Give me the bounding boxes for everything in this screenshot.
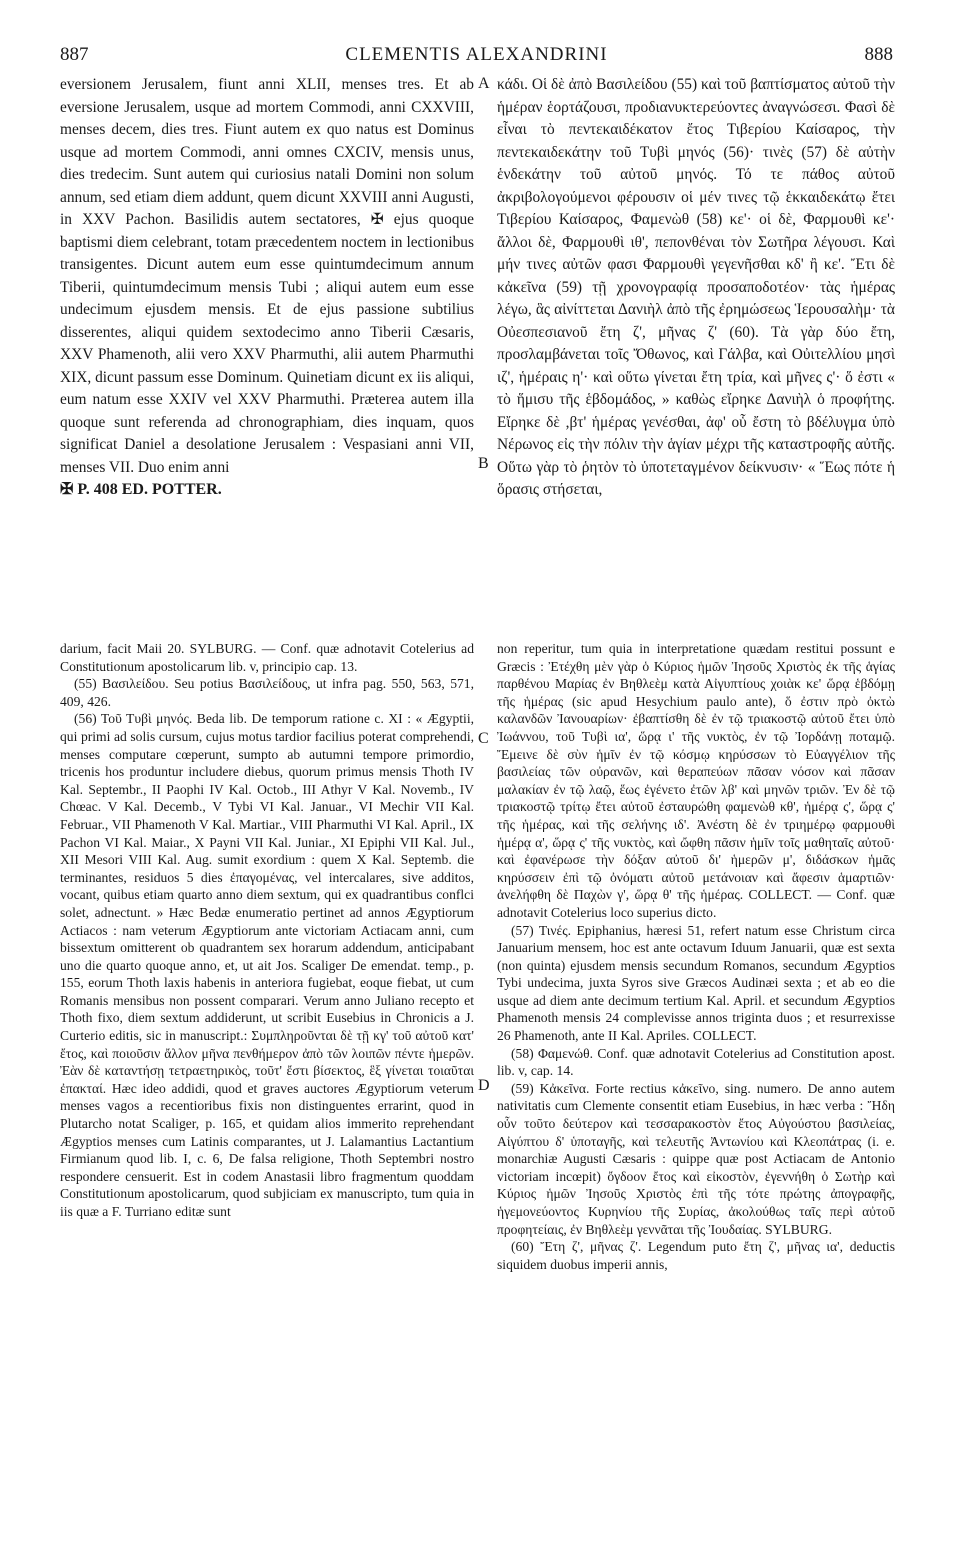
page-number-left: 887 bbox=[60, 44, 89, 65]
running-title: CLEMENTIS ALEXANDRINI bbox=[345, 44, 608, 65]
footnote-56: (56) Τοῦ Τυβὶ μηνός. Beda lib. De temporum ratione c. XI : « Ægyptii, qui primi ad solis cursum, cujus motus tardior facilius poterat comprehendi, menses computare cœperunt, sumpto ab autumni tempore primordio, tricenis hos produntur includere diebus, quorum primus mensis Thoth IV Kal. Septembr., II Paophi IV Kal. Octob., III Athyr V Kal. Novemb., IV Chœac. V Kal. Decemb., V Tybi VI Kal. Januar., VI Mechir VII Kal. Februar., VII Phamenoth V Kal. Martiar., VIII Pharmuthi VI Kal. April., IX Pachon VI Kal. Maiar., X Payni VII Kal. Junіar., XI Epiphi VII Kal. Jul., XII Mesori VIII Kal. Aug. sumit exordium : quem X Kal. Septemb. die terminantes, residuos 5 dies ἐπαγομένας, vel intercalares, sive additos, vocant, quibus etiam quarto anno diem sextum, qui ex quadrantibus conflci solet, adnectunt. » Hæc Bedæ enumeratio pertinet ad annos Ægyptiorum Actiacos : nam veterum Ægyptiorum ante victoriam Actiacam anni, cum bissextum omitterent ob quadrantem sex horarum addendum, anticipabant uno die quarto quoque anno, et, ut ait Jos. Scaliger De emendat. temp., p. 155, eorum Thoth laxis habenis in anteriora fugiebat, eoque fiebat, ut cum Romanis mensibus non possent comparari. Verum anno Juliano recepto et Thoth fixo, diem sextum addiderunt, ut scribit Eusebius in Chronicis a J. Curterio editis, sic in manuscript.: Συμπληροῦνται δὲ τῇ κγ' τοῦ αὐτοῦ κατ' ἔτος, καὶ ποιοῦσιν ἄλλον μῆνα πενθήμερον ἀπὸ τῶν λοιπῶν πέντε ἡμερῶν. Ἐὰν δὲ καταντήσῃ τετραετηρικὸς, τοῦτ' ἔστι βίσεκτος, ἓξ γίνεται τοιαῦται ἐπακταί. Hæc ideo addidi, quod et graves auctores Ægyptiorum veterum menses vagos a recentioribus fixis non distinguentes errarint, quod in Plutarcho notat Scaliger, p. 165, et quidam alios immerito reprehendant Ægyptios menses cum Latinis comparantes, ut J. Lalamantius Lactantium Firmianum quod lib. I, c. 6, De falsa religione, Thoth Septembri nostro respondere censuerit. Est in codem Anastasii libro fragmentum quoddam Constitutionum apostolicarum, quod subjiciam ex manuscripto, tum quia in iis quæ a F. Turriano editæ sunt bbox=[60, 711, 474, 1219]
footnote-continuation: darium, facit Maii 20. SYLBURG. — Conf. quæ adnotavit Cotelerius ad Constitutionum apostolicarum lib. v, principio cap. 13. bbox=[60, 641, 474, 674]
margin-letter-c: C bbox=[478, 730, 489, 747]
footnotes-right-column bbox=[497, 640, 895, 1532]
footnote-58: (58) Φαμενώθ. Conf. quæ adnotavit Cotelerius ad Constitution apost. lib. v, cap. 14. bbox=[497, 1045, 895, 1079]
margin-letter-a: A bbox=[478, 75, 490, 92]
edition-note: ✠ P. 408 ED. POTTER. bbox=[60, 481, 222, 498]
footnote-55: (55) Βασιλείδου. Seu potius Βασιλείδους, ut infra pag. 550, 563, 571, 409, 426. bbox=[60, 676, 474, 709]
running-header bbox=[60, 44, 893, 70]
margin-letter-b: B bbox=[478, 455, 489, 472]
footnotes-left-column bbox=[60, 640, 474, 1532]
latin-main-column bbox=[60, 74, 474, 636]
footnote-57: (57) Τινές. Epiphanius, hæresi 51, refert natum esse Christum circa Januarium mensem, hoc est ante octavum Iduum Januarii, quæ est sexta (non quinta) ejusdem mensis secundum Romanos, secundum Ægyptios Tybi undecima, juxta Syros sive Græcos Audinæi sexta ; et ab eo die usque ad diem ante decimum tertium Kal. April. et secundum Ægyptios Phamenoth mensis 24 complevisse annos triginta duos ; et resurrexisse 26 Phamenoth, ante II Kal. Apriles. COLLECT. bbox=[497, 922, 895, 1044]
footnote-continuation-right: non reperitur, tum quia in interpretatione quædam restitui possunt e Græcis : Ἐτέχθη μὲν γὰρ ὁ Κύριος ἡμῶν Ἰησοῦς Χριστὸς ἐκ τῆς ἁγίας παρθένου Μαρίας ἐν Βηθλεὲμ κατὰ Αἰγυπτίους χοιὰκ κε' ὥρᾳ ἑβδόμῃ τῆς ἡμέρας (sic apud Hesychium paulo ante), ὅ ἐστιν πρὸ ὀκτὼ καλανδῶν Ἰανουαρίων· ἐβαπτίσθη δὲ ἐν τῷ τριακοστῷ αὐτοῦ ἔτει ὑπὸ Ἰωάννου, τοῦ Τυβὶ ια', ὥρᾳ ι' τῆς νυκτὸς, ἐν τῷ Ἰορδάνῃ ποταμῷ. Ἔμεινε δὲ σὺν ἡμῖν ἐν τῷ κόσμῳ κηρύσσων τὸ Εὐαγγέλιον τῆς βασιλείας τῶν οὐρανῶν, καὶ θεραπεύων πᾶσαν νόσον καὶ πᾶσαν μαλακίαν ἐν τῷ λαῷ, ἕως ἐγένετο ἐτῶν λβ' καὶ μηνῶν τριῶν. Ἐν δὲ τῷ τριακοστῷ τρίτῳ ἔτει αὐτοῦ ἐσταυρώθη φαμενὼθ κθ', ἡμέρᾳ ς', ὥρᾳ ς' τῆς ἡμέρας, καὶ τῆς σελήνης ιδ'. Ἀνέστη δὲ ἐν τριημέρῳ φαρμουθὶ ἡμέρᾳ α', ὥρᾳ ς' τῆς νυκτὸς, καὶ ὤφθη πᾶσιν ἡμῖν τοῖς μαθηταῖς αὐτοῦ· καὶ ἐφανέρωσε τὴν δόξαν αὐτοῦ δι' ἡμερῶν μ', διδάσκων ἡμᾶς κηρύσσειν ἐπὶ τῷ ὀνόματι αὐτοῦ μετάνοιαν καὶ ἄφεσιν ἁμαρτιῶν· ἀνελήφθη δὲ Παχὼν γ', ὥρᾳ θ' τῆς ἡμέρας. COLLECT. — Conf. quæ adnotavit Cotelerius loco superius dicto. bbox=[497, 641, 895, 920]
greek-main-column bbox=[497, 74, 895, 636]
greek-text: κάδι. Οἱ δὲ ἀπὸ Βασιλείδου (55) καὶ τοῦ βαπτίσματος αὐτοῦ τὴν ἡμέραν ἑορτάζουσι, προδιανυκτερεύοντες ἀναγνώσεσι. Φασὶ δὲ εἶναι τὸ πεντεκαιδέκατον ἔτος Τιβερίου Καίσαρος, τὴν πεντεκαιδεκάτην τοῦ Τυβὶ μηνός (56)· τινὲς (57) δὲ αὐτὴν ἑνδεκάτην τοῦ αὐτοῦ μηνός. Τό τε πάθος αὐτοῦ ἀκριβολογούμενοι φέρουσιν οἱ μέν τινες τῷ ἑκκαιδεκάτῳ ἔτει Τιβερίου Καίσαρος, Φαμενὼθ (58) κε'· οἱ δὲ, Φαρμουθὶ κε'· ἄλλοι δὲ, Φαρμουθὶ ιθ', πεπονθέναι τὸν Σωτῆρα λέγουσι. Καὶ μήν τινες αὐτῶν φασι Φαρμουθὶ γεγενῆσθαι κδ' ἢ κε'. Ἔτι δὲ κἀκεῖνα (59) τῇ χρονογραφίᾳ προσαποδοτέον· τὰς ἡμέρας λέγω, ἃς αἰνίττεται Δανιὴλ ἀπὸ τῆς ἐρημώσεως Ἱερουσαλὴμ· τὰ Οὐεσπεσιανοῦ ἔτη ζ', μῆνας ζ' (60). Τὰ γὰρ δύο ἔτη, προσλαμβάνεται τοῖς Ὄθωνος, καὶ Γάλβα, καὶ Οὐιτελλίου μησὶ ιζ', ἡμέραις η'· καὶ οὕτω γίνεται ἔτη τρία, καὶ μῆνες ς'· ὅ ἐστι « τὸ ἥμισυ τῆς ἑβδομάδος, » καθὼς εἴρηκε Δανιὴλ ὁ προφήτης. Εἴρηκε δὲ ,βτ' ἡμέρας γενέσθαι, ἀφ' οὗ ἔστη τὸ βδέλυγμα ὑπὸ Νέρωνος εἰς τὴν πόλιν τὴν ἁγίαν μέχρι τῆς καταστροφῆς αὐτῆς. Οὕτω γὰρ τὸ ῥητὸν τὸ ὑποτεταγμένον δείκνυσιν· « Ἕως πότε ἡ ὅρασις στήσεται, bbox=[497, 76, 895, 498]
footnote-60: (60) Ἔτη ζ', μῆνας ζ'. Legendum puto ἔτη ζ', μῆνας ια', deductis siquidem duobus imperii annis, bbox=[497, 1239, 895, 1272]
page-number-right: 888 bbox=[864, 44, 893, 65]
margin-letter-d: D bbox=[478, 1077, 490, 1094]
footnote-59: (59) Κἀκεῖνα. Forte rectius κἀκεῖνο, sing. numero. De anno autem nativitatis cum Clemente consentit etiam Eusebius, in hæc verba : Ἤδη οὖν τοῦτο δεύτερον καὶ τεσσαρακοστὸν ἔτος Αὐγούστου βασιλείας, Αἰγύπτου δ' ὑποταγῆς, καὶ τελευτῆς Ἀντωνίου καὶ Κλεοπάτρας (i. e. monarchiæ Augusti Cæsaris : quippe quæ post Actiacam de Antonio victoriam incœpit) ὄγδοον ἔτος καὶ εἰκοστὸν, ἐγεννήθη ὁ Σωτὴρ καὶ Κύριος ἡμῶν Ἰησοῦς Χριστὸς ἐπὶ τῆς τότε πρώτης ἀπογραφῆς, ἡγεμονεύοντος Κυρηνίου τῆς Συρίας, ἀκολούθως ταῖς περὶ αὐτοῦ προφητείαις, ἐν Βηθλεὲμ γεννᾶται τῆς Ἰουδαίας. SYLBURG. bbox=[497, 1080, 895, 1237]
latin-text: eversionem Jerusalem, fiunt anni XLII, menses tres. Et ab eversione Jerusalem, usque ad mortem Commodi, anni CXXVIII, menses decem, dies tres. Fiunt autem ex quo natus est Dominus usque ad mortem Commodi, anni omnes CXCIV, mensis unus, dies tredecim. Sunt autem qui curiosius natali Domini non solum annum, sed etiam diem addunt, quem dicunt XXVIII anni Augusti, in XXV Pachon. Basilidis autem sectatores, ✠ ejus quoque baptismi diem celebrant, totam præcedentem noctem in lectionibus transigentes. Dicunt autem eum esse quintumdecimum annum Tiberii, quintumdecimum mensis Tubi ; aliqui autem eum esse undecimum ejusdem mensis. Et de ejus passione subtilius disserentes, aliqui quidem sextodecimo anno Tiberii Cæsaris, XXV Phamenoth, alii vero XXV Pharmuthi, alii autem Pharmuthi XIX, dicunt passum esse Dominum. Quinetiam dicunt ex iis aliqui, eum natum esse XXIV vel XXV Pharmuthi. Præterea autem illa quoque sunt referenda ad chronographiam, dies inquam, quos significat Daniel a desolatione Jerusalem : Vespasiani anni VII, menses VII. Duo enim anni bbox=[60, 76, 474, 476]
